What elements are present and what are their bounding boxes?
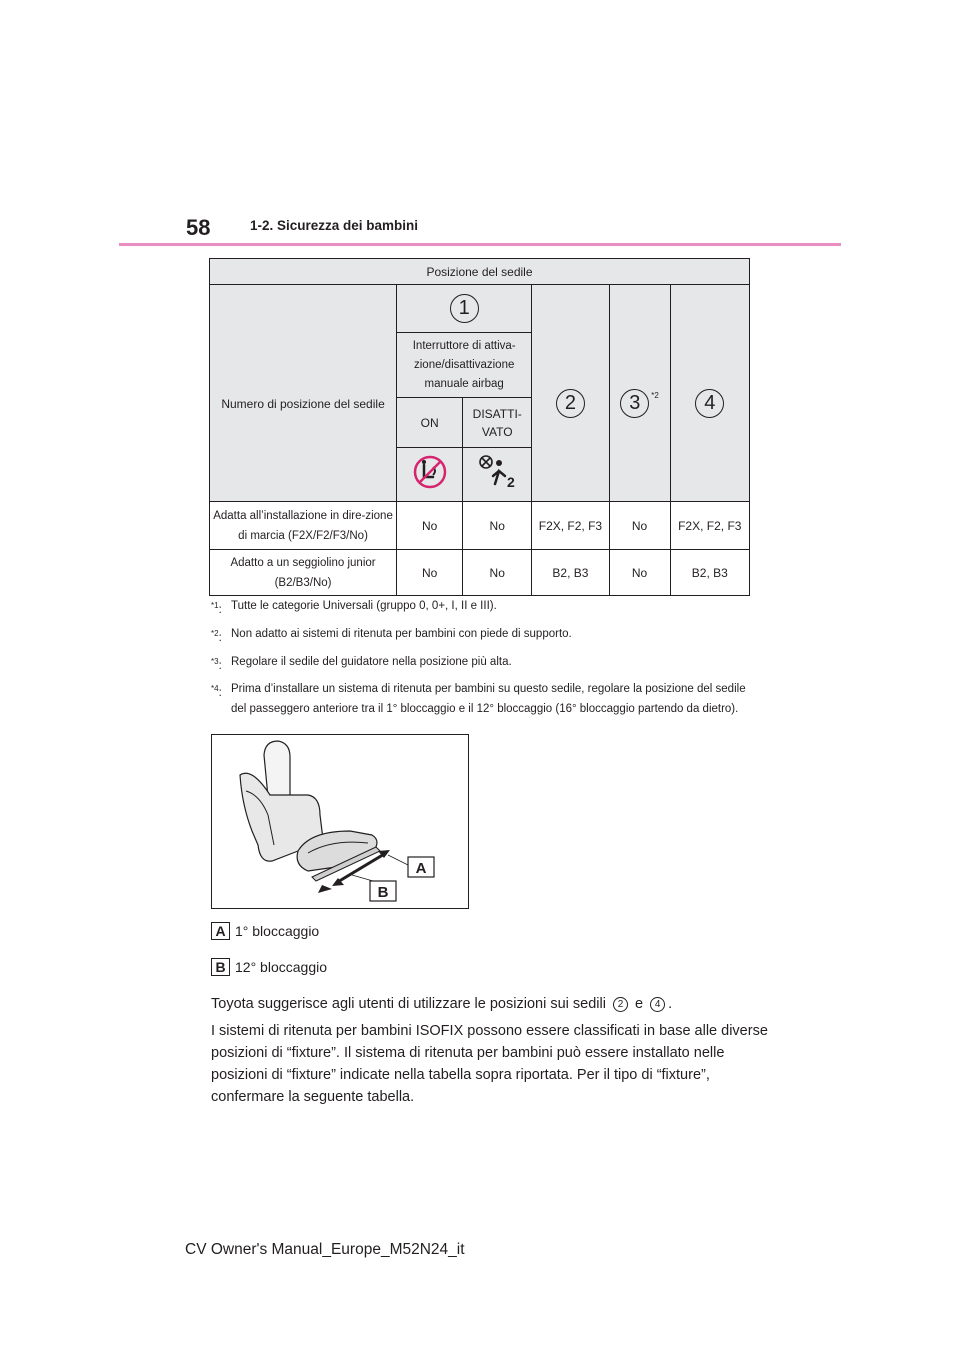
- footnote: [211, 679, 751, 719]
- page-number: 58: [186, 215, 211, 240]
- body-paragraph-2: I sistemi di ritenuta per bambini ISOFIX possono essere classificati in base alle diverse posizioni di “fixture”. Il sistema di ritenuta per bambini può essere installato nelle posizioni di “fixture” indicate nella tabella sopra riportata. Per il tipo di “fixture”, confermare la seguente tabella.: [211, 1023, 768, 1105]
- seat-3-number: 3: [620, 389, 649, 418]
- section-title: 1-2. Sicurezza dei bambini: [250, 218, 419, 233]
- footnote-mark: $^{*4}$:: [211, 684, 222, 700]
- footnote-mark: $^{*2}$:: [211, 628, 222, 644]
- table-cell: F2X, F2, F3: [670, 502, 749, 550]
- legend-item-b: [211, 958, 327, 976]
- table-cell: F2X, F2, F3: [532, 502, 609, 550]
- footnotes: [211, 596, 751, 719]
- footnote: [211, 652, 751, 676]
- seat-ref-4: 4: [650, 997, 665, 1012]
- table-row-label: Adatta all’installazione in dire-zione di marcia (F2X/F2/F3/No): [210, 502, 397, 550]
- seat-2-cell: [532, 285, 609, 502]
- seat-4-cell: [670, 285, 749, 502]
- table-row-label: Adatto a un seggiolino junior (B2/B3/No): [210, 550, 397, 596]
- footnote-mark: $^{*1}$:: [211, 601, 222, 616]
- seat-ref-2: 2: [613, 997, 628, 1012]
- table-title: Posizione del sedile: [210, 259, 750, 285]
- para1-period: .: [668, 996, 673, 1012]
- airbag-passenger-icon: [477, 454, 517, 490]
- footer-text: CV Owner's Manual_Europe_M52N24_it: [185, 1241, 465, 1258]
- seat-1-cell: [397, 285, 532, 333]
- svg-text:2: 2: [507, 474, 516, 490]
- legend-text-b: 12° bloccaggio: [235, 959, 327, 975]
- figure-label-a: A: [415, 860, 427, 877]
- airbag-passenger-icon-cell: [463, 448, 532, 502]
- seat-3-cell: [609, 285, 670, 502]
- figure-label-b: B: [377, 884, 389, 901]
- body-paragraph-1: [211, 993, 771, 1015]
- airbag-off-icon: [413, 455, 447, 489]
- footnote-text: Tutte le categorie Universali (gruppo 0, 0+, I, II e III).: [231, 600, 497, 612]
- airbag-on-label: ON: [397, 398, 463, 448]
- table-cell: B2, B3: [532, 550, 609, 596]
- table-cell: No: [397, 550, 463, 596]
- legend-item-a: [211, 922, 319, 940]
- airbag-off-label: DISATTI-VATO: [463, 398, 532, 448]
- seat-figure: [211, 734, 469, 909]
- seat-2-number: 2: [556, 389, 585, 418]
- header-rule: [119, 243, 841, 246]
- seat-illustration: [212, 735, 468, 908]
- table-cell: No: [609, 502, 670, 550]
- seat-position-table: [209, 258, 750, 596]
- seat-1-number: 1: [450, 294, 479, 323]
- footnote: [211, 596, 751, 620]
- table-cell: No: [463, 502, 532, 550]
- airbag-off-icon-cell: [397, 448, 463, 502]
- seat-4-number: 4: [695, 389, 724, 418]
- table-cell: No: [397, 502, 463, 550]
- footnote-text: Prima d’installare un sistema di ritenuta per bambini su questo sedile, regolare la posizione del sedile del passeggero anteriore tra il 1° bloccaggio e il 12° bloccaggio (16° bloccaggio partendo da dietro).: [231, 683, 746, 716]
- table-cell: No: [463, 550, 532, 596]
- para1-conjunction: e: [635, 996, 644, 1012]
- table-cell: B2, B3: [670, 550, 749, 596]
- footnote-text: Regolare il sedile del guidatore nella posizione più alta.: [231, 655, 512, 668]
- para1-text: Toyota suggerisce agli utenti di utilizzare le posizioni sui sedili: [211, 996, 606, 1012]
- row-header: Numero di posizione del sedile: [210, 285, 397, 502]
- airbag-switch-label: Interruttore di attiva-zione/disattivazione manuale airbag: [397, 333, 532, 398]
- footnote-mark: $^{*3}$:: [211, 656, 222, 672]
- footnote-text: Non adatto ai sistemi di ritenuta per bambini con piede di supporto.: [231, 627, 572, 640]
- footnote: [211, 624, 751, 648]
- seat-3-note: *2: [651, 390, 659, 400]
- legend-text-a: 1° bloccaggio: [235, 923, 320, 939]
- legend-key-b: B: [211, 958, 230, 976]
- table-cell: No: [609, 550, 670, 596]
- legend-key-a: A: [211, 922, 230, 940]
